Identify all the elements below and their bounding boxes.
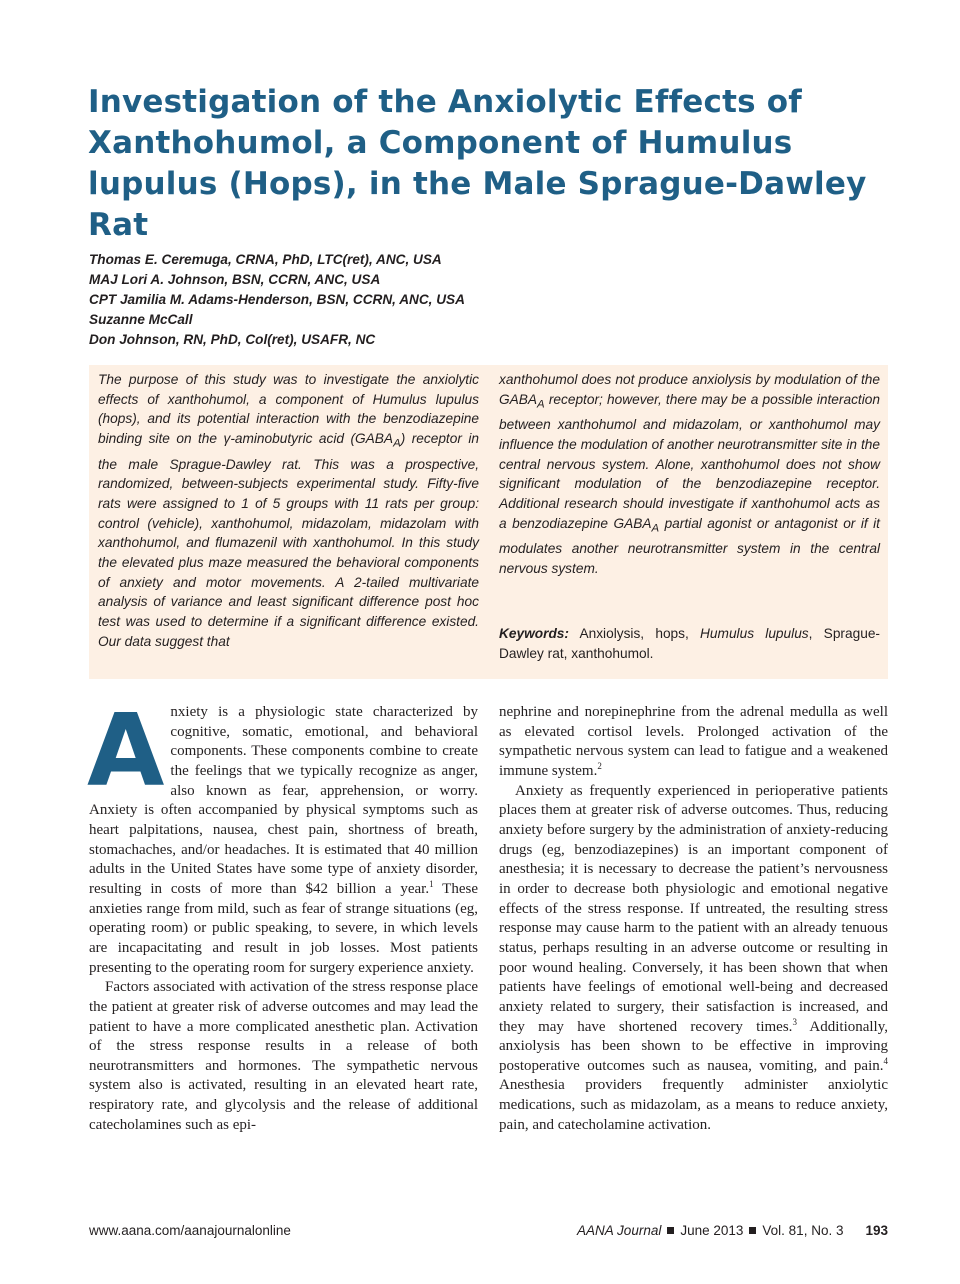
journal-name: AANA Journal [577,1223,662,1238]
keywords-text: Humulus lupulus [700,626,809,641]
abstract-column-left [98,370,479,652]
abstract-box [89,365,888,679]
square-bullet-icon [667,1227,674,1234]
body-text: Anesthesia providers frequently administer anxiolytic medications, such as midazolam, as a means to reduce anxiety, pain, and catecholamine activation. [499,1077,888,1133]
author-line: MAJ Lori A. Johnson, BSN, CCRN, ANC, USA [89,272,381,287]
body-column-left [87,692,478,1135]
drop-cap: A [87,692,165,809]
square-bullet-icon [749,1227,756,1234]
author-list [89,250,789,350]
abstract-subscript: A [393,437,401,450]
keywords-text: Anxiolysis, hops, [568,626,701,641]
abstract-text: ) receptor in the male Sprague-Dawley rat. This was a prospective, randomized, between-subjects experimental study. Fifty-five rats were assigned to 1 of 5 groups with 11 rats per group: control (vehicle), xanthohumol, midazolam, midazolam with xanthohumol, and flumazenil with xanthohumol. In this study the elevated plus maze measured the behavioral components of anxiety and motor movements. A 2-tailed multivariate analysis of variance and least significant difference post hoc test was used to determine if a significant difference existed. Our data suggest that [98,431,480,649]
body-column-right [499,703,888,1135]
author-line: CPT Jamilia M. Adams-Henderson, BSN, CCRN, ANC, USA [89,292,465,307]
citation-ref: 3 [792,1016,797,1027]
author-line: Don Johnson, RN, PhD, Col(ret), USAFR, NC [89,332,376,347]
article-title: Investigation of the Anxiolytic Effects of Xanthohumol, a Component of Humulus lupulus (Hops), in the Male Sprague-Dawley Rat [88,84,867,243]
citation-ref: 4 [883,1055,888,1066]
issue-date: June 2013 [680,1223,744,1238]
abstract-text: receptor; however, there may be a possible interaction between xanthohumol and midazolam, or xanthohumol may influence the modulation of another neurotransmitter site in the central nervous system. Alone, xanthohumol does not show significant modulation of the benzodiazepine receptor. Additional research should investigate if xanthohumol acts as a benzodiazepine GABA [499,391,880,531]
body-text: Additionally, anxiolysis has been shown to be effective in improving postoperative outcomes such as nausea, vomiting, and pain. [499,1018,888,1074]
body-text: Anxiety as frequently experienced in perioperative patients places them at greater risk of adverse outcomes. Thus, reducing anxiety before surgery by the administration of anxiety-reducing drugs (eg, benzodiazepines) is an important component of anesthesia; it is necessary to decrease the patient’s nervousness in order to decrease both physiologic and emotional negative effects of the stress response. If untreated, the resulting stress response may cause harm to the patient with an already tenuous status, perhaps resulting in an adverse outcome or resulting in poor wound healing. Conversely, it has been shown that when patients have feelings of emotional well-being and decreased anxiety related to surgery, their satisfaction is increased, and they may have shortened recovery times. [499,782,888,1035]
keywords-label: Keywords: [499,626,569,641]
body-paragraph [87,692,478,978]
body-paragraph: Factors associated with activation of the stress response place the patient at greater risk of adverse outcomes and may lead the patient to have a more complicated anesthetic plan. Activation of the stress response results in a release of both neurotransmitters and hormones. The sympathetic nervous system also is activated, resulting in an elevated heart rate, respiratory rate, and glycolysis and the release of additional catecholamines such as epi- [89,979,478,1133]
author-line: Suzanne McCall [89,312,193,327]
body-text: nephrine and norepinephrine from the adrenal medulla as well as elevated cortisol levels. Prolonged activation of the sympathetic nervous system can lead to fatigue and a weakened immune system. [499,704,888,779]
footer-citation [577,1223,888,1238]
abstract-text: The purpose of this study was to investigate the anxiolytic effects of xanthohumol, a component of Humulus lupulus (hops), and its potential interaction with the benzodiazepine binding site on the γ-aminobutyric acid (GABA [98,372,479,447]
abstract-subscript: A [651,522,660,535]
body-paragraph [499,703,888,782]
citation-ref: 1 [429,878,434,889]
author-line: Thomas E. Ceremuga, CRNA, PhD, LTC(ret), ANC, USA [89,252,442,267]
body-paragraph [499,782,888,1136]
abstract-column-right [499,370,880,579]
keywords [499,624,880,663]
abstract-subscript: A [537,398,545,411]
citation-ref: 2 [597,760,602,771]
keywords-text: , Sprague-Dawley rat, xanthohumol. [499,626,880,661]
footer-url: www.aana.com/aanajournalonline [89,1223,291,1238]
body-text: nxiety is a physiologic state characterized by cognitive, somatic, emotional, and behavioral components. These components combine to create the feelings that we typically recognize as anger, also known as fear, apprehension, or worry. Anxiety is often accompanied by physical symptoms such as heart palpitations, nausea, chest pain, shortness of breath, stomachaches, and/or headaches. It is estimated that 40 million adults in the United States have some type of anxiety disorder, resulting in costs of more than $42 billion a year. [89,704,478,897]
abstract-text: partial agonist or antagonist or if it modulates another neurotransmitter system in the central nervous system. [499,515,880,576]
abstract-text: xanthohumol does not produce anxiolysis by modulation of the GABA [499,372,880,407]
volume-issue: Vol. 81, No. 3 [762,1223,844,1238]
page-number: 193 [865,1223,888,1238]
body-text: These anxieties range from mild, such as fear of strange situations (eg, operating room) or public speaking, to severe, in which levels are incapacitating and result in job losses. Most patients presenting to the operating room for surgery experience anxiety. [89,880,478,976]
